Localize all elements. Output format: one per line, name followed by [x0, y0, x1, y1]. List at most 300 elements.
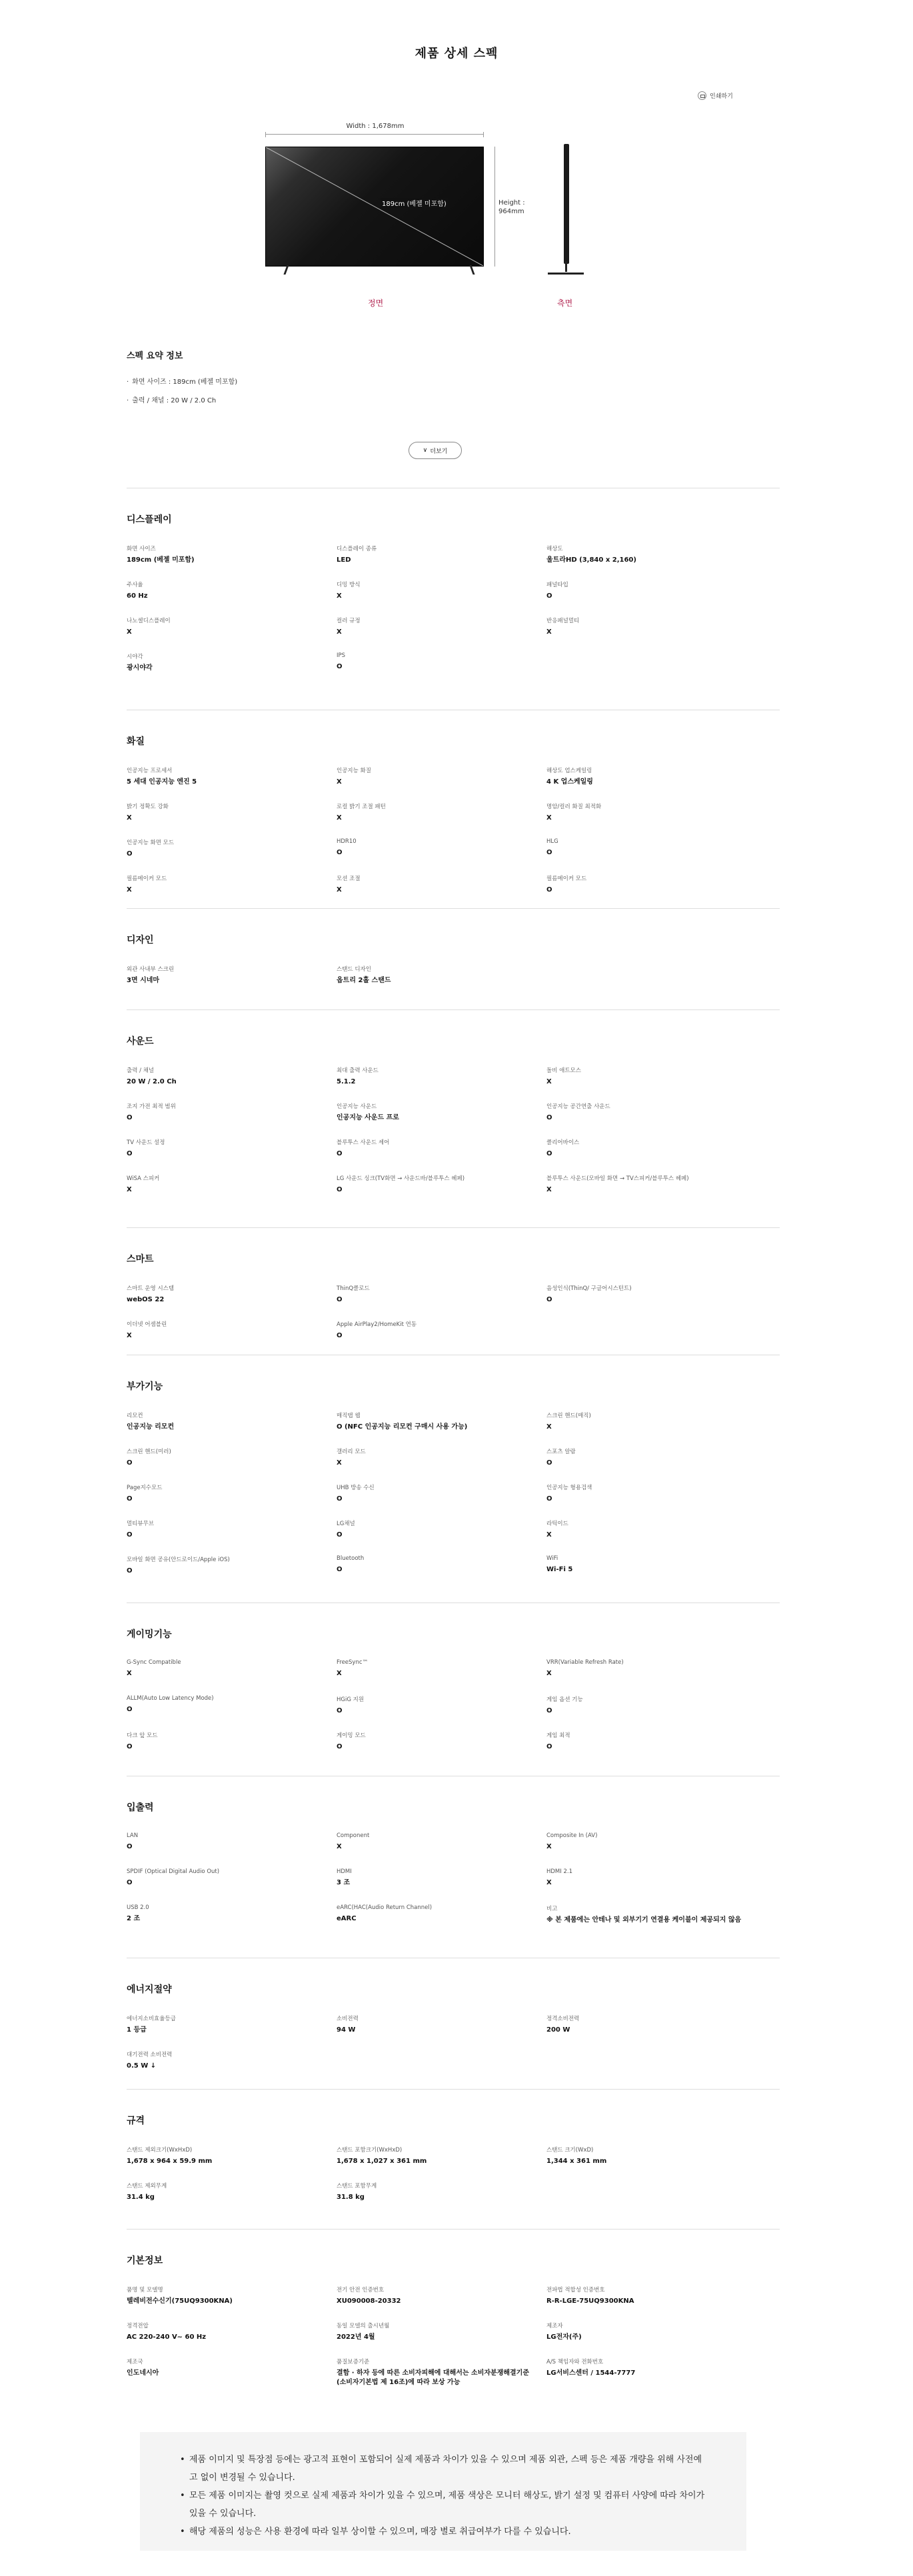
spec-value: 60 Hz [127, 592, 148, 600]
spec-section [127, 1009, 780, 1210]
spec-item [337, 2146, 546, 2182]
spec-section [127, 488, 780, 688]
spec-value: O [337, 1707, 343, 1714]
spec-item [546, 2357, 756, 2393]
spec-label: 인공지능 프로세서 [127, 768, 173, 774]
more-label: 더보기 [430, 448, 448, 455]
printer-icon [698, 91, 706, 100]
spec-label: 돌비 애트모스 [546, 1067, 581, 1074]
product-dimensions-figure [0, 113, 913, 313]
spec-section [127, 908, 780, 1001]
spec-value: O [127, 1843, 133, 1850]
spec-item [337, 1519, 546, 1555]
spec-item [127, 1320, 337, 1356]
summary-item: · 출력 / 채널 : 20 W / 2.0 Ch [127, 394, 766, 404]
spec-value: X [337, 592, 342, 600]
spec-item [127, 1411, 337, 1447]
spec-label: Composite In (AV) [546, 1832, 598, 1839]
spec-value: O [337, 1332, 343, 1339]
height-dimension-line [494, 147, 495, 267]
spec-label: 스탠드 디자인 [337, 966, 371, 973]
notice-item: • 모든 제품 이미지는 촬영 컷으로 실제 제품과 차이가 있을 수 있으며, 제품 색상은 모니터 해상도, 밝기 설정 및 컴퓨터 사양에 따라 차이가 있을 수 있습니다. [180, 2487, 706, 2523]
spec-item [337, 802, 546, 838]
spec-label: VRR(Variable Refresh Rate) [546, 1659, 624, 1666]
spec-label: 정격전압 [127, 2323, 149, 2329]
spec-item [337, 874, 546, 910]
spec-value: 4 K 업스케일링 [546, 778, 593, 786]
spec-item [337, 2357, 546, 2393]
spec-value: X [546, 1531, 552, 1539]
spec-section [127, 1227, 780, 1356]
spec-label: eARC(HAC(Audio Return Channel) [337, 1904, 433, 1911]
section-title: 기본정보 [127, 2255, 163, 2266]
spec-label: WiFi [546, 1555, 558, 1562]
spec-value: O [127, 1706, 133, 1713]
spec-item [546, 1447, 756, 1483]
spec-value: X [127, 1332, 132, 1339]
spec-item [337, 1659, 546, 1695]
print-label: 인쇄하기 [710, 93, 733, 100]
spec-value: O [127, 1150, 133, 1157]
spec-value: O [337, 1531, 343, 1539]
spec-value: 울트라HD (3,840 x 2,160) [546, 556, 636, 564]
spec-item [337, 1284, 546, 1320]
spec-item [127, 766, 337, 802]
spec-label: 스마트 운영 시스템 [127, 1285, 175, 1292]
spec-item [127, 965, 337, 1001]
spec-value: X [127, 814, 132, 822]
spec-item [127, 1731, 337, 1767]
spec-value: 옵트리 2홀 스탠드 [337, 977, 391, 984]
spec-item [337, 1731, 546, 1767]
spec-label: Page지수모드 [127, 1485, 163, 1491]
spec-value: 1,344 x 361 mm [546, 2158, 607, 2165]
spec-item [337, 1695, 546, 1731]
spec-label: 패널타입 [546, 582, 568, 588]
summary-list [127, 376, 766, 404]
spec-value: LG전자(주) [546, 2333, 582, 2341]
spec-value: O [337, 1566, 343, 1573]
spec-item [127, 616, 337, 652]
spec-item [127, 2321, 337, 2357]
spec-item [127, 2146, 337, 2182]
spec-value: O [127, 1114, 133, 1121]
spec-value: O [546, 1296, 552, 1303]
summary-item: · 화면 사이즈 : 189cm (베젤 미포함) [127, 376, 766, 386]
spec-value: O [127, 1495, 133, 1503]
spec-section [127, 1355, 780, 1591]
spec-value: O [546, 1459, 552, 1467]
spec-value: X [127, 1670, 132, 1677]
print-button[interactable] [698, 91, 733, 100]
spec-label: 주사율 [127, 582, 143, 588]
spec-item [337, 652, 546, 688]
spec-item [546, 2285, 756, 2321]
section-title: 부가기능 [127, 1381, 163, 1392]
spec-item [127, 652, 337, 688]
section-title: 게이밍기능 [127, 1629, 172, 1640]
spec-label: HDMI [337, 1868, 352, 1875]
spec-label: 전파법 적합성 인증번호 [546, 2287, 605, 2293]
spec-value: ※ 본 제품에는 안테나 및 외부기기 연결용 케이블이 제공되지 않음 [546, 1916, 742, 1924]
spec-label: 모바일 화면 공유(안드로이드/Apple iOS) [127, 1557, 230, 1563]
spec-item [546, 580, 756, 616]
spec-value: webOS 22 [127, 1296, 165, 1303]
spec-label: 인공지능 화질 [337, 768, 371, 774]
spec-label: 스탠드 포함크기(WxHxD) [337, 2147, 403, 2154]
spec-label: 블루투스 사운드 셰어 [337, 1139, 390, 1146]
spec-label: LG채널 [337, 1521, 355, 1527]
spec-item [546, 1138, 756, 1174]
spec-grid [127, 766, 780, 910]
spec-label: HDMI 2.1 [546, 1868, 572, 1875]
spec-label: SPDIF (Optical Digital Audio Out) [127, 1868, 220, 1875]
notice-list [180, 2451, 706, 2541]
spec-value: 189cm (베젤 미포함) [127, 556, 195, 564]
notice-item: • 해당 제품의 성능은 사용 환경에 따라 일부 상이할 수 있으며, 매장 별로 취급여부가 다를 수 있습니다. [180, 2523, 706, 2541]
spec-summary [127, 348, 766, 413]
spec-item [337, 1174, 546, 1210]
spec-label: 인공지능 사운드 [337, 1103, 377, 1110]
spec-label: 필름메이커 모드 [546, 876, 587, 882]
spec-label: 인공지능 형용검색 [546, 1485, 592, 1491]
spec-value: 텔레비전수신기(75UQ9300KNA) [127, 2297, 233, 2305]
spec-grid [127, 1284, 780, 1356]
spec-label: HDR10 [337, 838, 357, 845]
spec-item [127, 1868, 337, 1904]
spec-label: 반응패널멀티 [546, 618, 580, 624]
spec-value: eARC [337, 1915, 357, 1922]
diagonal-line [266, 147, 483, 266]
spec-value: X [127, 628, 132, 636]
spec-value: O [127, 850, 133, 858]
notice-item: • 제품 이미지 및 특장점 등에는 광고적 표현이 포함되어 실제 제품과 차이가 있을 수 있으며 제품 외관, 스펙 등은 제품 개량을 위해 사전예고 없이 변경될 수 있습니다. [180, 2451, 706, 2487]
spec-section [127, 1958, 780, 2086]
spec-value: X [337, 814, 342, 822]
spec-grid [127, 1832, 780, 1940]
spec-value: 0.5 W ↓ [127, 2062, 157, 2070]
spec-label: HGiG 지원 [337, 1696, 365, 1703]
spec-value: O [127, 1459, 133, 1467]
spec-item [127, 1519, 337, 1555]
spec-item [127, 544, 337, 580]
spec-item [546, 1832, 756, 1868]
spec-value: O [337, 1495, 343, 1503]
spec-label: 최대 출력 사운드 [337, 1067, 379, 1074]
spec-value: 인공지능 리모컨 [127, 1423, 175, 1431]
spec-label: 스포츠 알람 [546, 1449, 576, 1455]
spec-item [127, 1102, 337, 1138]
spec-item [337, 1904, 546, 1940]
spec-item [127, 1284, 337, 1320]
spec-item [337, 2321, 546, 2357]
spec-item [337, 616, 546, 652]
spec-item [337, 1320, 546, 1356]
spec-label: FreeSync™ [337, 1659, 369, 1666]
notice-box [140, 2432, 746, 2551]
spec-item [337, 544, 546, 580]
spec-value: O [546, 592, 552, 600]
spec-item [546, 616, 756, 652]
spec-item [337, 580, 546, 616]
spec-label: TV 사운드 설정 [127, 1139, 165, 1146]
spec-value: 3면 시네마 [127, 977, 160, 984]
spec-grid [127, 1659, 780, 1767]
spec-value: O [337, 1296, 343, 1303]
spec-value: 94 W [337, 2026, 356, 2034]
section-title: 에너지절약 [127, 1984, 172, 1995]
spec-value: 20 W / 2.0 Ch [127, 1078, 177, 1085]
spec-value: O [337, 849, 343, 856]
spec-value: X [127, 886, 132, 894]
spec-grid [127, 965, 780, 1001]
spec-label: 스탠드 크기(WxD) [546, 2147, 594, 2154]
spec-item [546, 2321, 756, 2357]
spec-value: 1,678 x 1,027 x 361 mm [337, 2158, 427, 2165]
side-view-tab[interactable]: 측면 [557, 299, 573, 308]
spec-value: LG서비스센터 / 1544-7777 [546, 2369, 636, 2377]
spec-label: 필름메이커 모드 [127, 876, 167, 882]
spec-value: X [337, 886, 342, 894]
spec-value: AC 220-240 V~ 60 Hz [127, 2333, 207, 2341]
spec-item [546, 1695, 756, 1731]
spec-label: 멀티뷰무브 [127, 1521, 155, 1527]
spec-label: 스크린 핸드(매직) [546, 1413, 591, 1419]
spec-label: 출력 / 채널 [127, 1067, 155, 1074]
spec-item [546, 1731, 756, 1767]
spec-item [546, 544, 756, 580]
section-title: 디스플레이 [127, 514, 172, 525]
front-view-tab[interactable]: 정면 [368, 299, 384, 308]
spec-item [337, 2182, 546, 2218]
tv-leg-right [459, 265, 474, 275]
spec-label: 정격소비전력 [546, 2016, 580, 2022]
spec-label: ThinQ클로드 [337, 1285, 370, 1292]
spec-label: 라틱이드 [546, 1521, 568, 1527]
spec-item [337, 1066, 546, 1102]
spec-label: 에너지소비효율등급 [127, 2016, 176, 2022]
spec-label: 대기전력 소비전력 [127, 2052, 173, 2058]
spec-item [546, 2146, 756, 2182]
spec-label: 제조국 [127, 2359, 143, 2365]
section-title: 입출력 [127, 1802, 154, 1813]
spec-label: 비고 [546, 1906, 558, 1912]
spec-item [127, 1483, 337, 1519]
tv-front-image [265, 147, 484, 267]
spec-label: UHB 방송 수신 [337, 1485, 375, 1491]
spec-grid [127, 2014, 780, 2086]
more-button[interactable] [409, 442, 462, 459]
spec-value: 2 조 [127, 1915, 141, 1922]
spec-section [127, 1776, 780, 1940]
spec-value: O [127, 1567, 133, 1575]
spec-item [546, 2014, 756, 2050]
chevron-down-icon: ∨ [423, 447, 428, 454]
spec-value: O [546, 1707, 552, 1714]
spec-label: 스탠드 제외무게 [127, 2183, 167, 2190]
spec-value: O [546, 1114, 552, 1121]
spec-value: 5 세대 인공지능 엔진 5 [127, 778, 197, 786]
spec-label: 인공지능 화면 모드 [127, 840, 175, 846]
spec-value: 광시야각 [127, 664, 153, 672]
spec-item [337, 965, 546, 1001]
spec-value: O [337, 1150, 343, 1157]
spec-label: 스탠드 포함무게 [337, 2183, 377, 2190]
spec-value: 31.8 kg [337, 2194, 365, 2201]
spec-item [127, 838, 337, 874]
spec-item [546, 838, 756, 874]
spec-value: 2022년 4월 [337, 2333, 375, 2341]
spec-value: X [546, 1423, 552, 1431]
spec-label: USB 2.0 [127, 1904, 149, 1911]
spec-item [127, 2050, 337, 2086]
spec-value: X [546, 1186, 552, 1193]
spec-section [127, 710, 780, 910]
spec-item [127, 1447, 337, 1483]
spec-value: 1,678 x 964 x 59.9 mm [127, 2158, 213, 2165]
spec-label: G-Sync Compatible [127, 1659, 181, 1666]
spec-value: O [127, 1743, 133, 1750]
spec-item [127, 2285, 337, 2321]
spec-label: 소비전력 [337, 2016, 359, 2022]
spec-value: O [546, 1150, 552, 1157]
spec-label: 해상도 [546, 546, 563, 552]
spec-section [127, 2089, 780, 2218]
spec-label: 제조자 [546, 2323, 563, 2329]
page-title: 제품 상세 스펙 [415, 47, 498, 61]
spec-value: XU090008-20332 [337, 2297, 401, 2305]
section-title: 스마트 [127, 1254, 154, 1265]
spec-value: O [337, 1743, 343, 1750]
spec-item [337, 2285, 546, 2321]
spec-item [127, 802, 337, 838]
summary-title: 스펙 요약 정보 [127, 351, 183, 361]
spec-item [337, 1832, 546, 1868]
spec-label: 품명 및 모델명 [127, 2287, 163, 2293]
spec-value: X [546, 1078, 552, 1085]
spec-value: O [127, 1879, 133, 1886]
spec-item [337, 1411, 546, 1447]
spec-item [546, 1483, 756, 1519]
spec-item [127, 1066, 337, 1102]
spec-grid [127, 1066, 780, 1210]
spec-label: LAN [127, 1832, 139, 1839]
spec-value: 31.4 kg [127, 2194, 155, 2201]
spec-item [546, 1174, 756, 1210]
spec-label: 품질보증기준 [337, 2359, 370, 2365]
section-title: 사운드 [127, 1036, 154, 1047]
spec-value: 3 조 [337, 1879, 351, 1886]
spec-item [127, 580, 337, 616]
spec-value: O [337, 663, 343, 670]
diagonal-label: 189cm (베젤 미포함) [381, 198, 448, 208]
spec-item [127, 2357, 337, 2393]
spec-grid [127, 544, 780, 688]
spec-label: 디밍 방식 [337, 582, 361, 588]
spec-item [546, 1102, 756, 1138]
spec-label: 시야각 [127, 654, 143, 660]
spec-label: 블루투스 사운드(모바일 화면 → TV스피커/블루투스 헤페) [546, 1175, 689, 1182]
section-title: 디자인 [127, 935, 154, 946]
spec-label: 전기 안전 인증번호 [337, 2287, 385, 2293]
spec-label: IPS [337, 652, 346, 659]
spec-value: O [546, 849, 552, 856]
spec-item [127, 1138, 337, 1174]
height-label [498, 199, 525, 216]
spec-item [127, 1904, 337, 1940]
spec-value: Wi-Fi 5 [546, 1566, 573, 1573]
section-title: 화질 [127, 736, 145, 747]
spec-label: HLG [546, 838, 558, 845]
spec-label: 모션 조절 [337, 876, 361, 882]
spec-value: O [127, 1531, 133, 1539]
spec-label: 게임 최적 [546, 1732, 570, 1739]
spec-item [337, 1483, 546, 1519]
spec-value: X [337, 1843, 342, 1850]
spec-label: 리모컨 [127, 1413, 143, 1419]
spec-label: 나노셀디스플레이 [127, 618, 171, 624]
spec-label: 스크린 핸드(미러) [127, 1449, 171, 1455]
spec-item [546, 766, 756, 802]
spec-item [337, 1447, 546, 1483]
spec-item [337, 1555, 546, 1591]
spec-label: 동일 모델의 출시년월 [337, 2323, 390, 2329]
spec-label: 클리어바이스 [546, 1139, 580, 1146]
spec-item [546, 1659, 756, 1695]
spec-label: 게이밍 모드 [337, 1732, 366, 1739]
spec-grid [127, 1411, 780, 1591]
spec-item [337, 1138, 546, 1174]
spec-label: 이더넷 어셈블린 [127, 1321, 167, 1328]
spec-grid [127, 2285, 780, 2393]
spec-item [127, 1174, 337, 1210]
spec-section [127, 1603, 780, 1767]
spec-value: O [546, 1743, 552, 1750]
tv-side-stand [548, 264, 584, 275]
spec-value: X [546, 1670, 552, 1677]
spec-value: LED [337, 556, 351, 564]
width-label: Width : 1,678mm [346, 123, 405, 130]
spec-value: O [546, 886, 552, 894]
spec-value: O [337, 1186, 343, 1193]
spec-label: 조지 가전 최적 범위 [127, 1103, 176, 1110]
spec-item [546, 1066, 756, 1102]
spec-item [127, 1659, 337, 1695]
spec-item [337, 838, 546, 874]
spec-item [546, 1555, 756, 1591]
spec-value: X [546, 1879, 552, 1886]
spec-section [127, 2229, 780, 2393]
height-label-title: Height : [498, 199, 525, 207]
spec-value: 인도네시아 [127, 2369, 159, 2377]
spec-label: Bluetooth [337, 1555, 365, 1562]
spec-label: 컬러 규정 [337, 618, 361, 624]
spec-item [337, 1102, 546, 1138]
spec-label: 해상도 업스케일링 [546, 768, 592, 774]
spec-item [546, 1868, 756, 1904]
spec-label: 갤러리 모드 [337, 1449, 366, 1455]
spec-value: X [546, 1843, 552, 1850]
spec-value: 200 W [546, 2026, 570, 2034]
spec-label: 인공지능 공간연출 사운드 [546, 1103, 610, 1110]
spec-item [546, 1411, 756, 1447]
spec-value: 인공지능 사운드 프로 [337, 1114, 399, 1121]
spec-item [546, 1904, 756, 1940]
spec-label: ALLM(Auto Low Latency Mode) [127, 1695, 214, 1702]
spec-value: X [546, 814, 552, 822]
spec-item [127, 1832, 337, 1868]
spec-item [337, 2014, 546, 2050]
